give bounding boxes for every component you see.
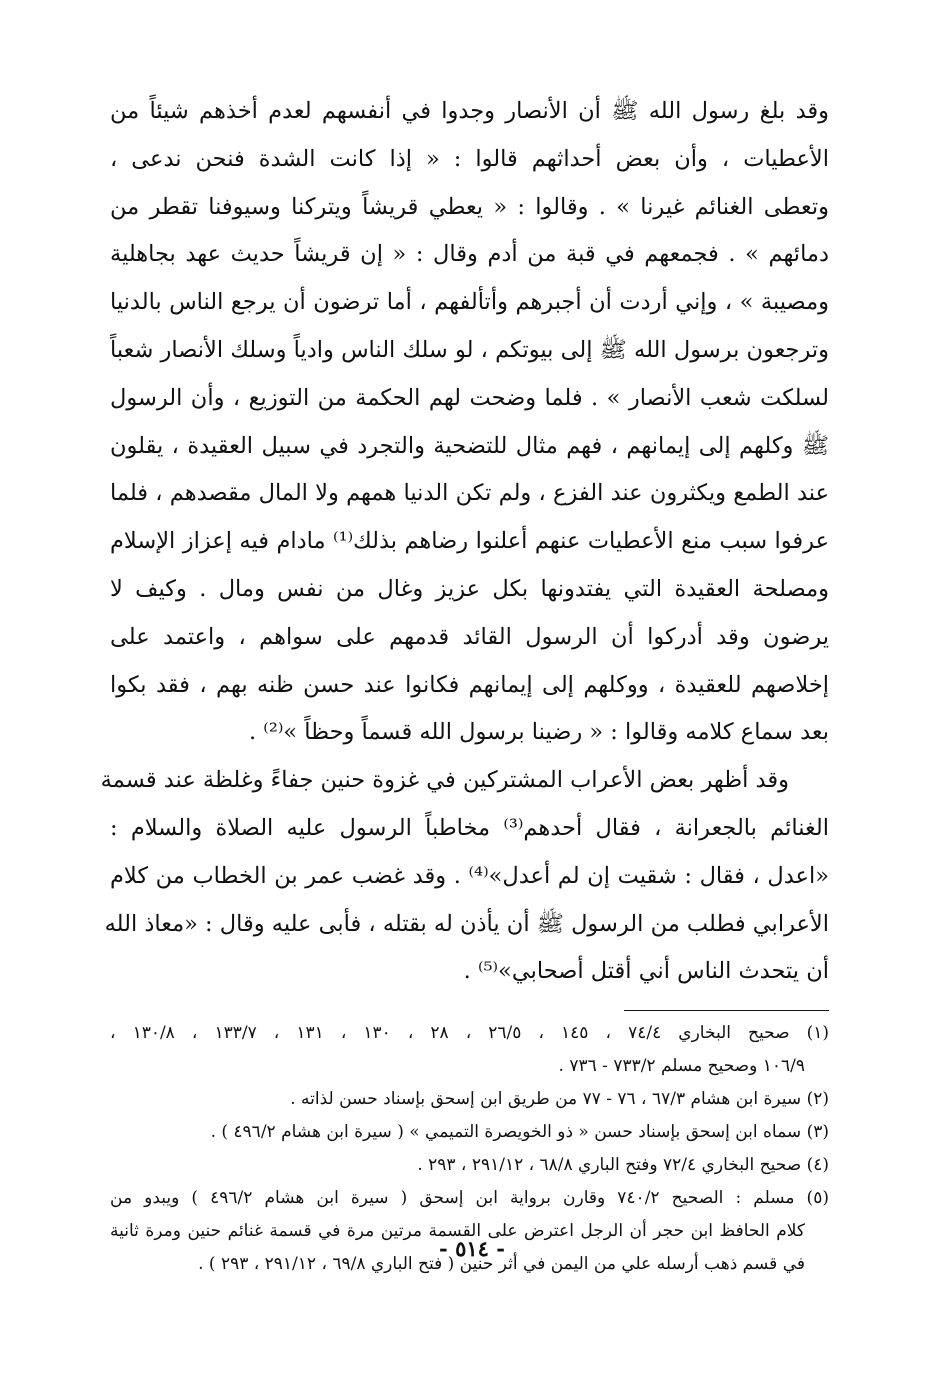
footnote-line: (١) صحيح البخاري ٧٤/٤ ، ١٤٥ ، ٢٦/٥ ، ٢٨ ، ١٣٠ ، ١٣١ ، ١٣٣/٧ ، ١٣٠/٨ ، [110, 1023, 830, 1044]
text-line: عند الطمع ويكثرون عند الفزع ، ولم تكن الدنيا همهم ولا المال مقصدهم ، فلما [110, 480, 829, 507]
text-line: لسلكت شعب الأنصار » . فلما وضحت لهم الحكمة من التوزيع ، وأن الرسول [110, 384, 829, 411]
footnote-line: كلام الحافظ ابن حجر أن الرجل اعترض على القسمة مرتين مرة في قسمة غنائم حنين ومرة ثانية [110, 1221, 805, 1242]
footnote-line: (٣) سماه ابن إسحق بإسناد حسن « ذو الخويصرة التميمي » ( سيرة ابن هشام ٤٩٦/٢ ) . [210, 1122, 829, 1143]
text-line: الأعطيات ، وأن بعض أحداثهم قالوا : « إذا كانت الشدة فنحن ندعى ، [110, 145, 829, 172]
text-line: دمائهم » . فجمعهم في قبة من أدم وقال : « إن قريشاً حديث عهد بجاهلية [110, 241, 829, 268]
text-line: وتعطى الغنائم غيرنا » . وقالوا : « يعطي قريشاً ويتركنا وسيوفنا تقطر من [110, 193, 829, 220]
paragraph-end-line: بعد سماع كلامه وقالوا : « رضينا برسول الله قسماً وحظاً »⁽²⁾ . [248, 719, 829, 746]
text-line: «اعدل ، فقال : شقيت إن لم أعدل»⁽⁴⁾ . وقد غضب عمر بن الخطاب من كلام [110, 862, 830, 889]
footnote-line: ١٠٦/٩ وصحيح مسلم ٧٣٣/٢ - ٧٣٦ . [558, 1056, 805, 1077]
text-line: الأعرابي فطلب من الرسول ﷺ أن يأذن له بقتله ، فأبى عليه وقال : «معاذ الله [104, 910, 829, 937]
text-line: الغنائم بالجعرانة ، فقال أحدهم⁽³⁾ مخاطباً الرسول عليه الصلاة والسلام : [110, 814, 830, 841]
text-line: يرضون وقد أدركوا أن الرسول القائد قدمهم على سواهم ، واعتمد على [110, 623, 829, 650]
page-number: - ٥١٤ - [439, 1236, 505, 1261]
text-line: ومصلحة العقيدة التي يفتدونها بكل عزيز وغال من نفس ومال . وكيف لا [110, 575, 829, 602]
footnote-line: (٥) مسلم : الصحيح ٧٤٠/٢ وقارن برواية ابن إسحق ( سيرة ابن هشام ٤٩٦/٢ ) ويبدو من [110, 1188, 829, 1209]
footnote-line: في قسم ذهب أرسله علي من اليمن في أثر حنين ( فتح الباري ٦٩/٨ ، ٢٩١/١٢ ، ٢٩٣ ) . [198, 1254, 805, 1275]
text-line: ومصيبة » ، وإني أردت أن أجبرهم وأتألفهم ، أما ترضون أن يرجع الناس بالدنيا [110, 289, 829, 316]
text-line: وقد بلغ رسول الله ﷺ أن الأنصار وجدوا في أنفسهم لعدم أخذهم شيئاً من [110, 98, 829, 124]
text-line: إخلاصهم للعقيدة ، ووكلهم إلى إيمانهم فكانوا عند حسن ظنه بهم ، فقد بكوا [110, 671, 829, 698]
paragraph-end-line: أن يتحدث الناس أني أقتل أصحابي»⁽⁵⁾ . [463, 958, 829, 985]
text-line: ﷺ وكلهم إلى إيمانهم ، فهم مثال للتضحية والتجرد في سبيل العقيدة ، يقلون [110, 432, 829, 459]
text-line: عرفوا سبب منع الأعطيات عنهم أعلنوا رضاهم بذلك⁽¹⁾ مادام فيه إعزاز الإسلام [110, 528, 830, 555]
footnote-line: (٢) سيرة ابن هشام ٦٧/٣ ، ٧٦ - ٧٧ من طريق ابن إسحق بإسناد حسن لذاته . [290, 1089, 829, 1110]
main-text [100, 88, 830, 996]
paragraph-start-line: وقد أظهر بعض الأعراب المشتركين في غزوة حنين جفاءً وغلظة عند قسمة [100, 767, 789, 794]
footnote-line: (٤) صحيح البخاري ٧٢/٤ وفتح الباري ٦٨/٨ ، ٢٩١/١٢ ، ٢٩٣ . [417, 1155, 829, 1176]
text-line: وترجعون برسول الله ﷺ إلى بيوتكم ، لو سلك الناس وادياً وسلك الأنصار شعباً [110, 336, 829, 363]
footnote-divider [624, 1010, 829, 1011]
